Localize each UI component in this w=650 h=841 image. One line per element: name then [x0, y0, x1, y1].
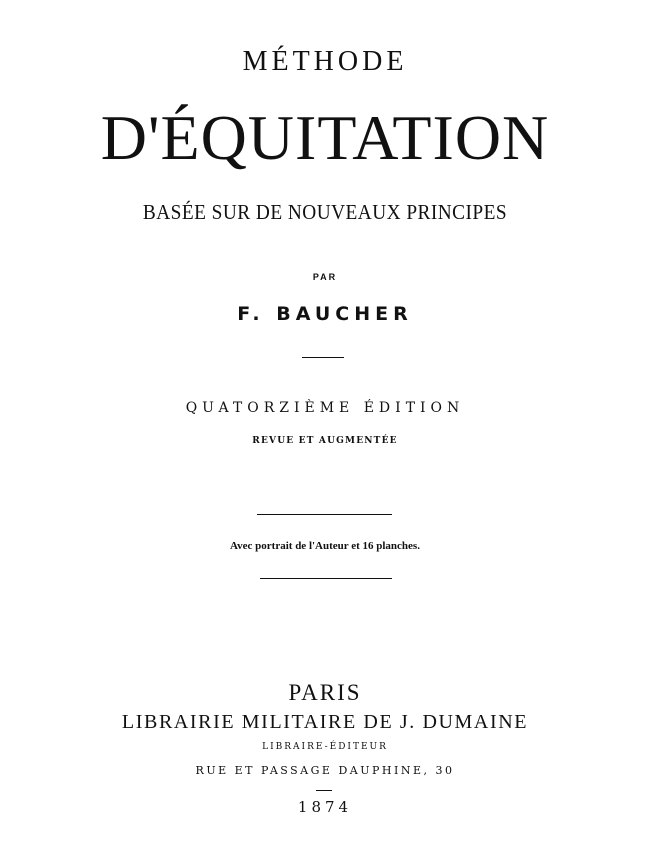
- publication-year: 1874: [297, 798, 353, 816]
- title-equitation: D'ÉQUITATION: [100, 102, 550, 173]
- title-methode: MÉTHODE: [242, 46, 408, 77]
- by-label: PAR: [312, 272, 338, 282]
- divider-rule-upper: [257, 514, 392, 515]
- edition-statement: QUATORZIÈME ÉDITION: [185, 400, 465, 416]
- edition-note: REVUE ET AUGMENTÉE: [252, 436, 398, 446]
- publisher-role: LIBRAIRE-ÉDITEUR: [262, 742, 388, 752]
- author-name: F. BAUCHER: [237, 303, 413, 325]
- divider-rule-lower: [260, 578, 392, 579]
- subtitle: BASÉE SUR DE NOUVEAUX PRINCIPES: [142, 200, 508, 224]
- divider-rule-year: [316, 790, 332, 791]
- imprint-city: PARIS: [288, 680, 362, 705]
- illustrations-note: Avec portrait de l'Auteur et 16 planches.: [230, 540, 420, 552]
- imprint-publisher: LIBRAIRIE MILITAIRE DE J. DUMAINE: [121, 711, 529, 733]
- divider-rule-author: [302, 357, 344, 358]
- publisher-address: RUE ET PASSAGE DAUPHINE, 30: [195, 764, 455, 777]
